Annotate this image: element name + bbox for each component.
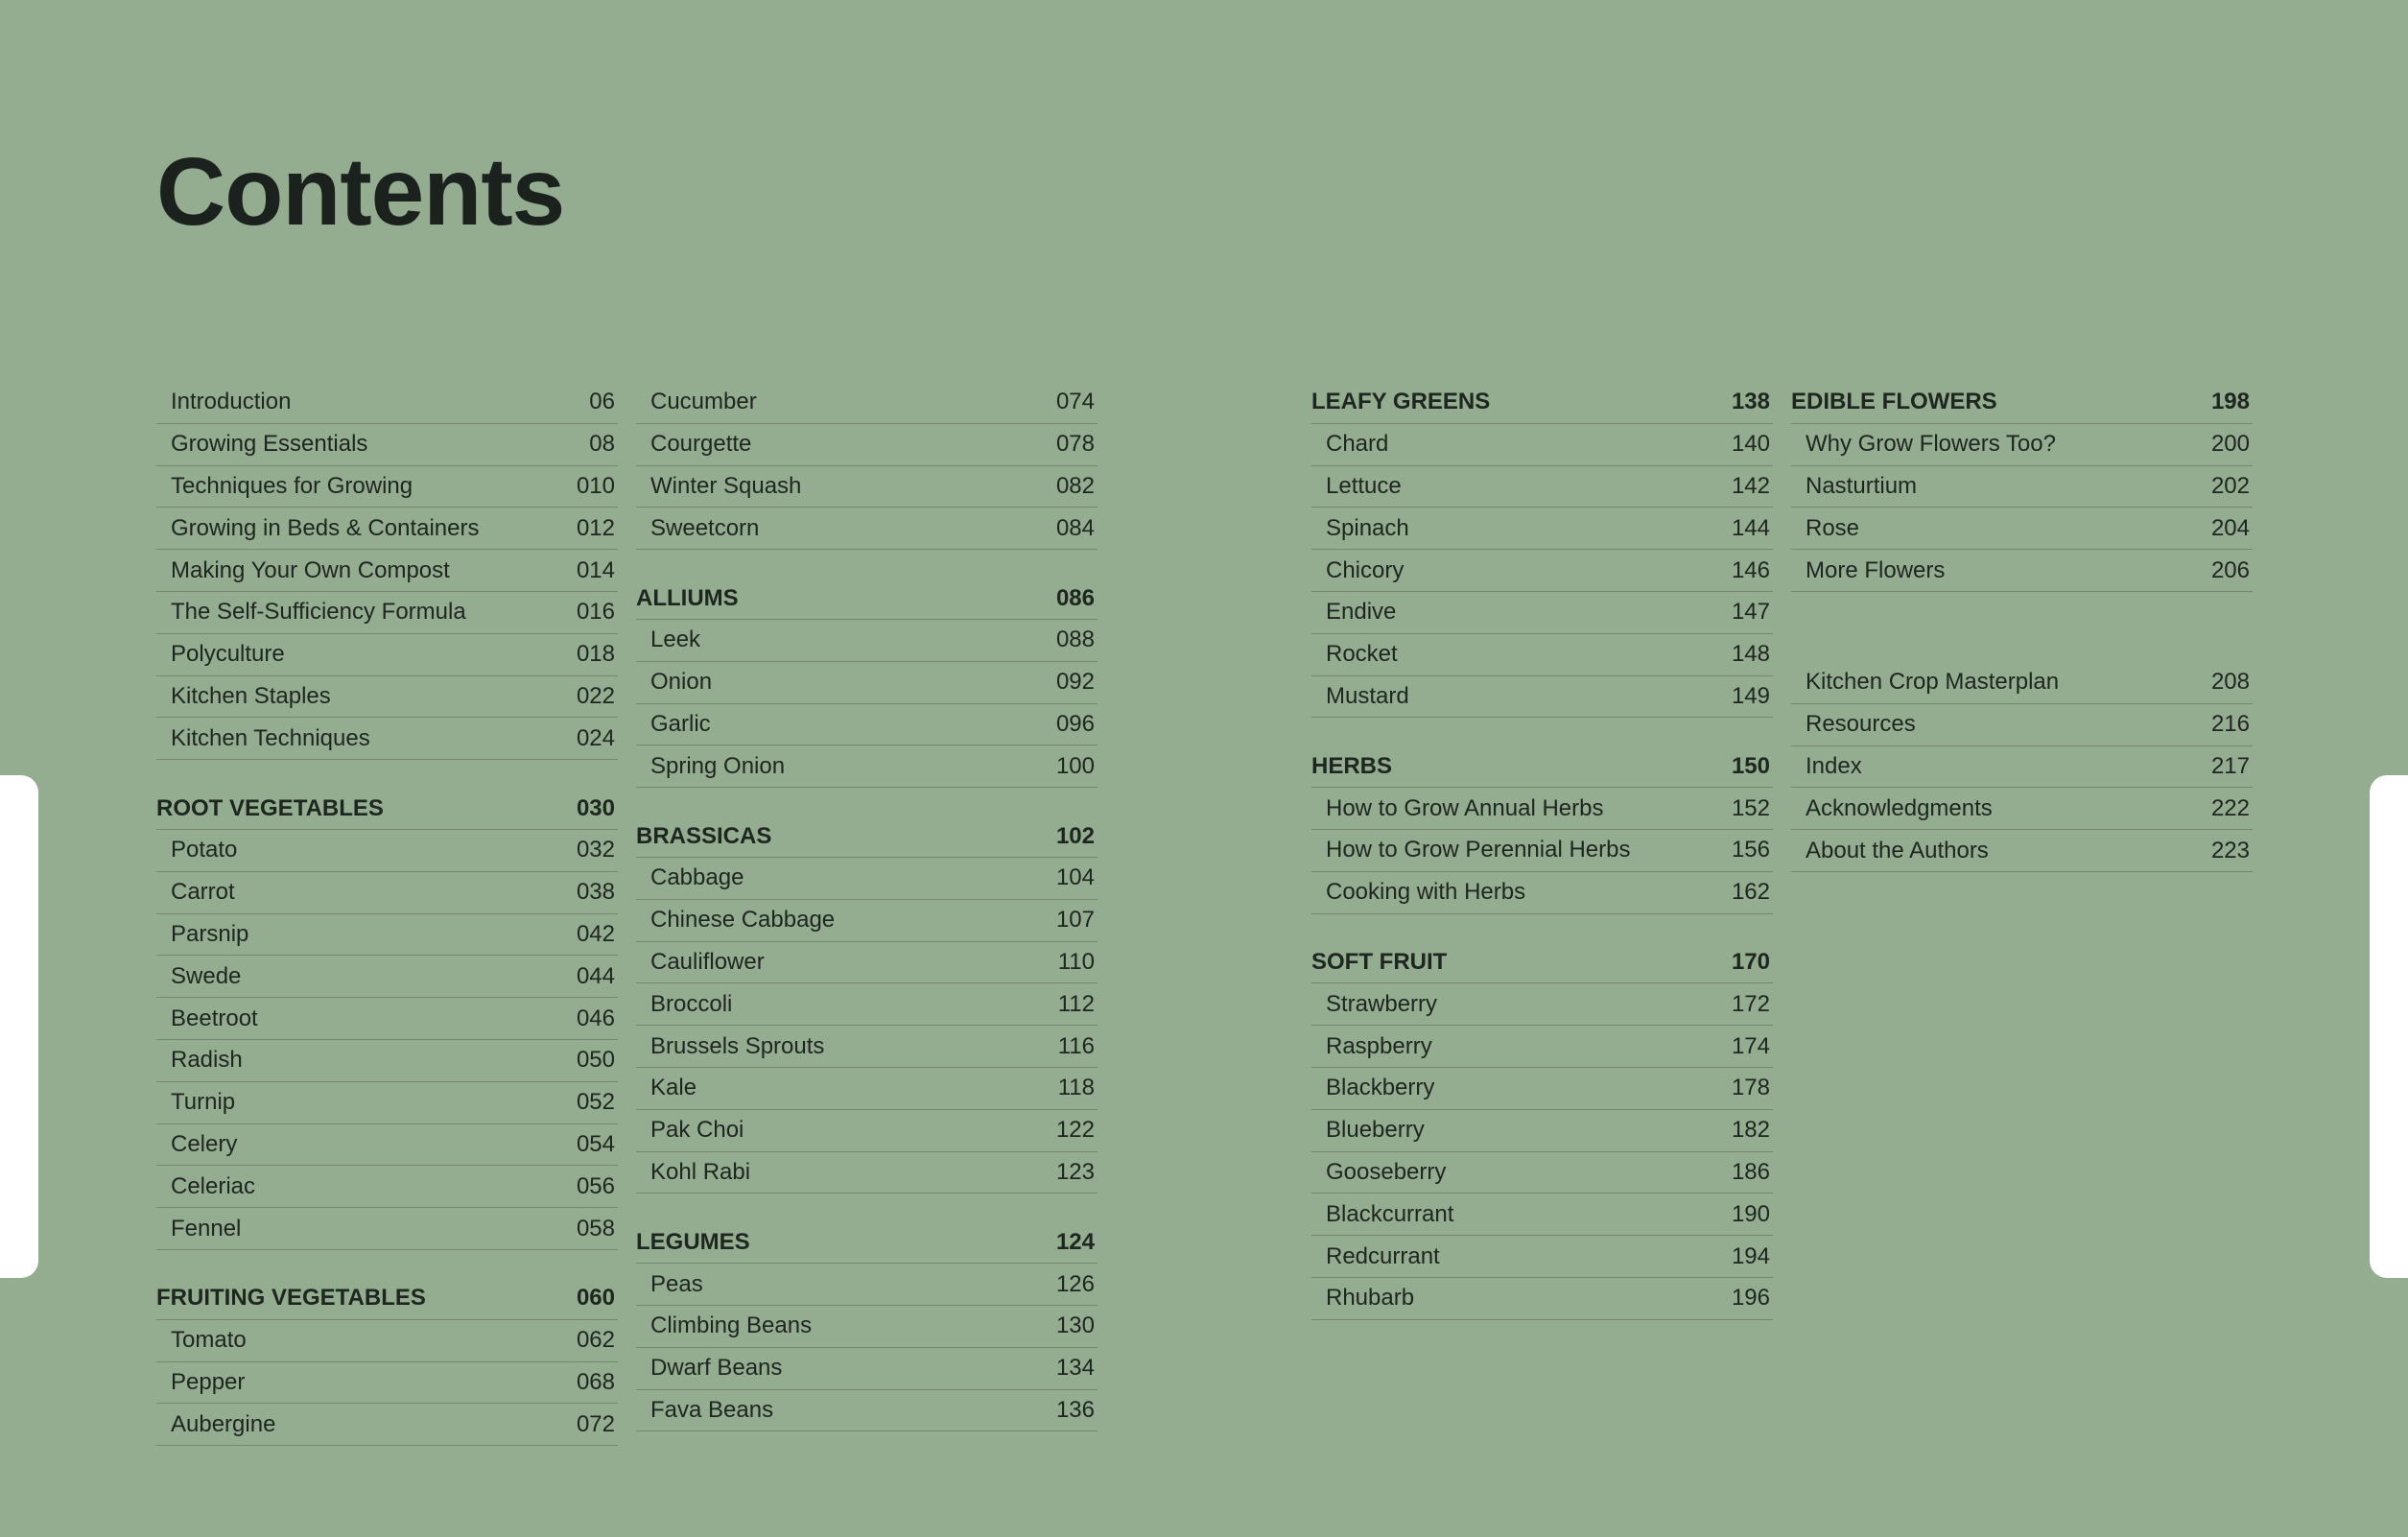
toc-entry[interactable] — [156, 956, 618, 998]
toc-page-number: 072 — [576, 1410, 615, 1437]
toc-entry[interactable] — [1311, 1236, 1773, 1278]
toc-entry[interactable] — [1791, 662, 2253, 704]
toc-page-number: 056 — [576, 1172, 615, 1199]
toc-label: Garlic — [650, 710, 711, 737]
toc-page-number: 194 — [1731, 1242, 1770, 1269]
toc-label: Cucumber — [650, 389, 757, 415]
toc-page-number: 156 — [1731, 837, 1770, 863]
toc-entry[interactable] — [636, 1026, 1098, 1068]
toc-label: The Self-Sufficiency Formula — [171, 599, 466, 626]
toc-page-number: 172 — [1731, 990, 1770, 1017]
toc-page-number: 198 — [2210, 389, 2250, 415]
toc-page-number: 216 — [2210, 711, 2250, 738]
toc-label: Cabbage — [650, 864, 744, 891]
toc-page-number: 042 — [576, 920, 615, 947]
toc-label: Raspberry — [1326, 1032, 1432, 1059]
toc-entry[interactable] — [156, 1082, 618, 1124]
toc-label: Growing in Beds & Containers — [171, 514, 480, 541]
toc-entry[interactable] — [1311, 424, 1773, 466]
section-spacer — [1791, 592, 2253, 662]
left-page-tab — [0, 775, 38, 1278]
toc-label: Polyculture — [171, 641, 285, 668]
toc-page-number: 030 — [576, 794, 615, 821]
toc-page-number: 024 — [576, 724, 615, 751]
toc-section-heading[interactable] — [1311, 745, 1773, 788]
toc-entry[interactable] — [1791, 508, 2253, 550]
toc-entry[interactable] — [1791, 550, 2253, 592]
toc-entry[interactable] — [1311, 830, 1773, 872]
toc-label: How to Grow Annual Herbs — [1326, 794, 1604, 821]
toc-entry[interactable] — [636, 1306, 1098, 1348]
toc-label: Beetroot — [171, 1005, 258, 1031]
toc-page-number: 142 — [1731, 472, 1770, 499]
toc-page-number: 222 — [2210, 794, 2250, 821]
page-title: Contents — [156, 138, 565, 246]
toc-label: Kitchen Staples — [171, 682, 331, 709]
toc-entry[interactable] — [156, 1320, 618, 1362]
toc-entry[interactable] — [156, 382, 618, 424]
section-spacer — [636, 1194, 1098, 1221]
toc-column-4 — [1791, 382, 2253, 872]
toc-page-number: 217 — [2210, 752, 2250, 779]
toc-label: Swede — [171, 962, 242, 989]
toc-entry[interactable] — [156, 508, 618, 550]
section-spacer — [156, 1250, 618, 1278]
toc-page-number: 112 — [1057, 990, 1095, 1017]
toc-label: Winter Squash — [650, 472, 802, 499]
toc-label: Radish — [171, 1047, 243, 1074]
section-spacer — [156, 760, 618, 788]
toc-entry[interactable] — [156, 1362, 618, 1405]
toc-label: Dwarf Beans — [650, 1355, 783, 1382]
toc-label: Potato — [171, 837, 238, 863]
section-spacer — [636, 550, 1098, 578]
toc-label: Blueberry — [1326, 1117, 1425, 1144]
toc-page-number: 149 — [1731, 682, 1770, 709]
toc-entry[interactable] — [156, 830, 618, 872]
toc-page-number: 022 — [576, 682, 615, 709]
toc-page-number: 06 — [589, 389, 615, 415]
toc-label: Mustard — [1326, 682, 1409, 709]
toc-entry[interactable] — [636, 858, 1098, 900]
toc-label: Celery — [171, 1130, 238, 1157]
toc-page-number: 147 — [1731, 599, 1770, 626]
toc-entry[interactable] — [1311, 1068, 1773, 1110]
toc-entry[interactable] — [1311, 550, 1773, 592]
toc-label: Rose — [1806, 514, 1860, 541]
toc-label: Kitchen Crop Masterplan — [1806, 669, 2060, 696]
toc-entry[interactable] — [156, 550, 618, 592]
toc-entry[interactable] — [1311, 508, 1773, 550]
toc-label: SOFT FRUIT — [1311, 948, 1448, 975]
toc-page-number: 140 — [1731, 431, 1770, 458]
toc-page-number: 012 — [576, 514, 615, 541]
toc-page-number: 124 — [1055, 1228, 1095, 1255]
toc-page-number: 088 — [1055, 627, 1095, 653]
toc-label: Courgette — [650, 431, 752, 458]
toc-label: Spring Onion — [650, 752, 786, 779]
toc-label: Blackcurrant — [1326, 1200, 1454, 1227]
toc-entry[interactable] — [1311, 1110, 1773, 1152]
toc-entry[interactable] — [636, 662, 1098, 704]
toc-page-number: 152 — [1731, 794, 1770, 821]
toc-page-number: 082 — [1055, 472, 1095, 499]
toc-page-number: 208 — [2210, 669, 2250, 696]
toc-entry[interactable] — [156, 592, 618, 634]
toc-label: LEGUMES — [636, 1228, 750, 1255]
toc-label: Redcurrant — [1326, 1242, 1440, 1269]
toc-page-number: 107 — [1055, 907, 1095, 934]
toc-page-number: 08 — [589, 431, 615, 458]
toc-label: More Flowers — [1806, 556, 1946, 583]
toc-page-number: 178 — [1731, 1075, 1770, 1101]
toc-label: About the Authors — [1806, 837, 1989, 863]
toc-label: Onion — [650, 669, 713, 696]
toc-label: Chicory — [1326, 556, 1405, 583]
toc-page-number: 058 — [576, 1215, 615, 1241]
toc-label: Rhubarb — [1326, 1285, 1415, 1312]
toc-label: Gooseberry — [1326, 1158, 1447, 1185]
toc-label: Index — [1806, 752, 1862, 779]
toc-page-number: 190 — [1731, 1200, 1770, 1227]
toc-page-number: 062 — [576, 1327, 615, 1354]
toc-page-number: 144 — [1731, 514, 1770, 541]
toc-entry[interactable] — [156, 1404, 618, 1446]
toc-page-number: 046 — [576, 1005, 615, 1031]
toc-label: Nasturtium — [1806, 472, 1918, 499]
toc-label: Peas — [650, 1270, 703, 1297]
toc-label: Chard — [1326, 431, 1389, 458]
toc-section-heading[interactable] — [1791, 382, 2253, 424]
toc-entry[interactable] — [156, 914, 618, 957]
toc-section-heading[interactable] — [636, 578, 1098, 620]
toc-label: Cooking with Herbs — [1326, 879, 1526, 906]
toc-page-number: 044 — [576, 962, 615, 989]
toc-entry[interactable] — [156, 998, 618, 1040]
toc-label: Kitchen Techniques — [171, 724, 370, 751]
toc-entry[interactable] — [1791, 704, 2253, 746]
toc-entry[interactable] — [636, 508, 1098, 550]
toc-entry[interactable] — [156, 1208, 618, 1250]
toc-label: Fava Beans — [650, 1396, 774, 1423]
toc-page-number: 078 — [1055, 431, 1095, 458]
toc-entry[interactable] — [636, 1110, 1098, 1152]
toc-entry[interactable] — [1311, 872, 1773, 914]
toc-page-number: 092 — [1055, 669, 1095, 696]
toc-label: Rocket — [1326, 641, 1398, 668]
toc-label: FRUITING VEGETABLES — [156, 1285, 426, 1312]
toc-page-number: 136 — [1055, 1396, 1095, 1423]
toc-page-number: 014 — [576, 556, 615, 583]
toc-label: Carrot — [171, 879, 235, 906]
toc-label: BRASSICAS — [636, 822, 772, 849]
toc-label: Cauliflower — [650, 948, 765, 975]
toc-entry[interactable] — [156, 676, 618, 719]
toc-label: Lettuce — [1326, 472, 1402, 499]
toc-page-number: 100 — [1055, 752, 1095, 779]
toc-entry[interactable] — [636, 900, 1098, 942]
toc-entry[interactable] — [156, 634, 618, 676]
toc-entry[interactable] — [156, 424, 618, 466]
toc-label: Introduction — [171, 389, 292, 415]
toc-entry[interactable] — [1311, 1152, 1773, 1194]
toc-page-number: 204 — [2210, 514, 2250, 541]
toc-entry[interactable] — [636, 1264, 1098, 1306]
toc-page-number: 052 — [576, 1089, 615, 1116]
toc-page-number: 054 — [576, 1130, 615, 1157]
toc-entry[interactable] — [1791, 788, 2253, 830]
toc-page-number: 126 — [1055, 1270, 1095, 1297]
toc-page-number: 016 — [576, 599, 615, 626]
toc-label: ROOT VEGETABLES — [156, 794, 384, 821]
section-spacer — [1311, 914, 1773, 942]
section-spacer — [636, 788, 1098, 816]
toc-page-number: 200 — [2210, 431, 2250, 458]
toc-page-number: 086 — [1055, 584, 1095, 611]
toc-page-number: 018 — [576, 641, 615, 668]
toc-entry[interactable] — [1311, 676, 1773, 719]
toc-entry[interactable] — [636, 1068, 1098, 1110]
toc-entry[interactable] — [156, 718, 618, 760]
toc-entry[interactable] — [156, 466, 618, 508]
toc-label: Aubergine — [171, 1410, 276, 1437]
toc-label: Parsnip — [171, 920, 249, 947]
toc-label: Fennel — [171, 1215, 242, 1241]
toc-entry[interactable] — [1791, 424, 2253, 466]
toc-entry[interactable] — [1311, 634, 1773, 676]
toc-label: Celeriac — [171, 1172, 256, 1199]
toc-label: LEAFY GREENS — [1311, 389, 1491, 415]
toc-page-number: 148 — [1731, 641, 1770, 668]
toc-entry[interactable] — [1311, 592, 1773, 634]
toc-label: Pak Choi — [650, 1117, 744, 1144]
toc-entry[interactable] — [156, 872, 618, 914]
toc-label: Resources — [1806, 711, 1916, 738]
toc-page-number: 038 — [576, 879, 615, 906]
toc-page-number: 134 — [1055, 1355, 1095, 1382]
toc-entry[interactable] — [1791, 746, 2253, 789]
toc-column-1 — [156, 382, 618, 1446]
toc-entry[interactable] — [156, 1124, 618, 1167]
toc-label: EDIBLE FLOWERS — [1791, 389, 1997, 415]
toc-page-number: 084 — [1055, 514, 1095, 541]
toc-entry[interactable] — [1311, 788, 1773, 830]
toc-page-number: 104 — [1055, 864, 1095, 891]
toc-label: HERBS — [1311, 752, 1393, 779]
toc-page-number: 182 — [1731, 1117, 1770, 1144]
toc-label: Leek — [650, 627, 701, 653]
toc-page-number: 196 — [1731, 1285, 1770, 1312]
toc-page-number: 186 — [1731, 1158, 1770, 1185]
toc-entry[interactable] — [156, 1040, 618, 1082]
toc-page-number: 060 — [576, 1285, 615, 1312]
toc-column-3 — [1311, 382, 1773, 1320]
toc-entry[interactable] — [636, 1152, 1098, 1194]
toc-entry[interactable] — [636, 942, 1098, 984]
toc-page-number: 174 — [1731, 1032, 1770, 1059]
toc-section-heading[interactable] — [1311, 942, 1773, 984]
toc-entry[interactable] — [1311, 466, 1773, 508]
toc-label: Chinese Cabbage — [650, 907, 836, 934]
toc-entry[interactable] — [1311, 1194, 1773, 1236]
toc-label: Why Grow Flowers Too? — [1806, 431, 2056, 458]
toc-entry[interactable] — [636, 382, 1098, 424]
toc-label: Brussels Sprouts — [650, 1032, 825, 1059]
toc-page-number: 123 — [1055, 1158, 1095, 1185]
toc-page-number: 074 — [1055, 389, 1095, 415]
toc-entry[interactable] — [1791, 466, 2253, 508]
toc-label: Making Your Own Compost — [171, 556, 450, 583]
toc-section-heading[interactable] — [156, 788, 618, 830]
toc-page-number: 162 — [1731, 879, 1770, 906]
toc-entry[interactable] — [636, 745, 1098, 788]
toc-entry[interactable] — [156, 1166, 618, 1208]
toc-page-number: 150 — [1731, 752, 1770, 779]
toc-page-number: 010 — [576, 472, 615, 499]
toc-page-number: 130 — [1055, 1312, 1095, 1339]
toc-label: ALLIUMS — [636, 584, 739, 611]
toc-entry[interactable] — [636, 620, 1098, 662]
toc-label: Kohl Rabi — [650, 1158, 751, 1185]
toc-entry[interactable] — [636, 983, 1098, 1026]
toc-page-number: 096 — [1055, 710, 1095, 737]
toc-label: Blackberry — [1326, 1075, 1435, 1101]
toc-label: Tomato — [171, 1327, 247, 1354]
toc-section-heading[interactable] — [636, 1221, 1098, 1264]
toc-label: Pepper — [171, 1368, 246, 1395]
toc-page-number: 102 — [1055, 822, 1095, 849]
toc-entry[interactable] — [1311, 983, 1773, 1026]
toc-page-number: 223 — [2210, 837, 2250, 863]
toc-label: How to Grow Perennial Herbs — [1326, 837, 1631, 863]
toc-column-2 — [636, 382, 1098, 1431]
toc-entry[interactable] — [636, 1348, 1098, 1390]
toc-label: Endive — [1326, 599, 1397, 626]
toc-section-heading[interactable] — [636, 816, 1098, 858]
toc-page-number: 206 — [2210, 556, 2250, 583]
toc-entry[interactable] — [636, 424, 1098, 466]
toc-label: Techniques for Growing — [171, 472, 413, 499]
toc-label: Growing Essentials — [171, 431, 368, 458]
section-spacer — [1311, 718, 1773, 745]
toc-page-number: 146 — [1731, 556, 1770, 583]
toc-label: Strawberry — [1326, 990, 1438, 1017]
toc-label: Acknowledgments — [1806, 794, 1993, 821]
toc-label: Spinach — [1326, 514, 1409, 541]
toc-page-number: 122 — [1055, 1117, 1095, 1144]
toc-page-number: 138 — [1731, 389, 1770, 415]
toc-label: Sweetcorn — [650, 514, 760, 541]
toc-page-number: 116 — [1057, 1032, 1095, 1059]
toc-entry[interactable] — [636, 1390, 1098, 1432]
toc-page-number: 202 — [2210, 472, 2250, 499]
toc-page-number: 118 — [1057, 1075, 1095, 1101]
toc-page-number: 032 — [576, 837, 615, 863]
toc-entry[interactable] — [636, 704, 1098, 746]
toc-entry[interactable] — [1791, 830, 2253, 872]
toc-page-number: 170 — [1731, 948, 1770, 975]
toc-section-heading[interactable] — [1311, 382, 1773, 424]
toc-page-number: 068 — [576, 1368, 615, 1395]
right-page-tab — [2370, 775, 2408, 1278]
toc-label: Kale — [650, 1075, 697, 1101]
toc-label: Broccoli — [650, 990, 733, 1017]
toc-section-heading[interactable] — [156, 1278, 618, 1320]
toc-entry[interactable] — [1311, 1278, 1773, 1320]
toc-entry[interactable] — [1311, 1026, 1773, 1068]
toc-entry[interactable] — [636, 466, 1098, 508]
toc-label: Turnip — [171, 1089, 236, 1116]
toc-label: Climbing Beans — [650, 1312, 813, 1339]
toc-page-number: 050 — [576, 1047, 615, 1074]
toc-page-number: 110 — [1057, 948, 1095, 975]
